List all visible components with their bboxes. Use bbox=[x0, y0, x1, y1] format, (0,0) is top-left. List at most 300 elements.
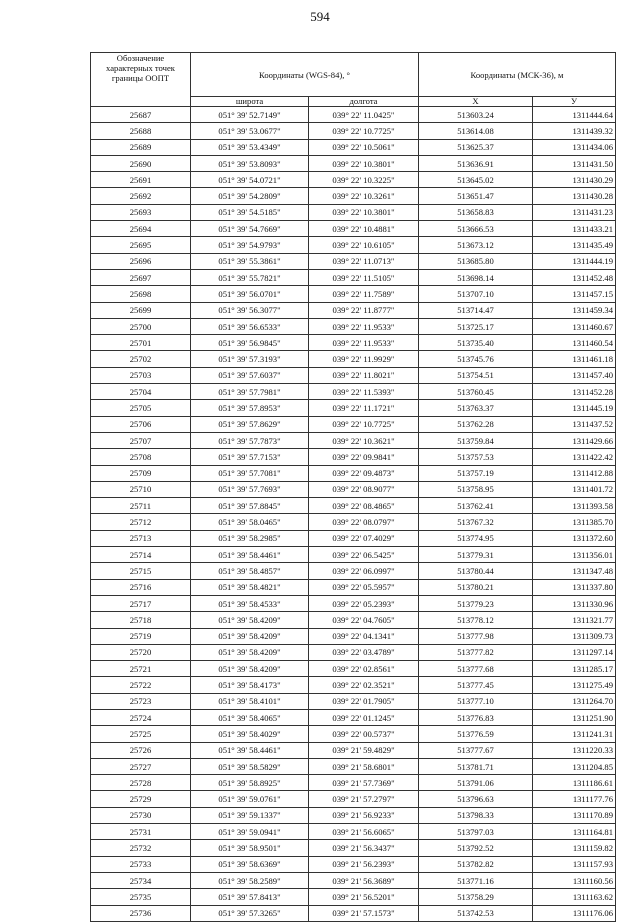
table-row bbox=[91, 416, 616, 432]
y-coordinate-cell: 1311452.48 bbox=[533, 269, 616, 285]
table-row bbox=[91, 302, 616, 318]
latitude-cell: 051° 39' 58.2589" bbox=[191, 872, 309, 888]
y-coordinate-cell: 1311393.58 bbox=[533, 498, 616, 514]
latitude-cell: 051° 39' 58.0465" bbox=[191, 514, 309, 530]
table-row bbox=[91, 384, 616, 400]
latitude-cell: 051° 39' 55.3861" bbox=[191, 253, 309, 269]
x-coordinate-cell: 513666.53 bbox=[419, 221, 533, 237]
latitude-cell: 051° 39' 58.4101" bbox=[191, 693, 309, 709]
longitude-cell: 039° 22' 05.5957" bbox=[309, 579, 419, 595]
point-id-cell: 25725 bbox=[91, 726, 191, 742]
longitude-cell: 039° 22' 10.3261" bbox=[309, 188, 419, 204]
x-coordinate-cell: 513767.32 bbox=[419, 514, 533, 530]
latitude-cell: 051° 39' 58.2985" bbox=[191, 530, 309, 546]
table-row bbox=[91, 889, 616, 905]
y-coordinate-cell: 1311429.66 bbox=[533, 432, 616, 448]
x-coordinate-cell: 513742.53 bbox=[419, 905, 533, 921]
table-row bbox=[91, 481, 616, 497]
point-id-cell: 25695 bbox=[91, 237, 191, 253]
latitude-cell: 051° 39' 57.6037" bbox=[191, 367, 309, 383]
x-coordinate-cell: 513762.28 bbox=[419, 416, 533, 432]
header-coords-msk36: Координаты (МСК-36), м bbox=[419, 53, 616, 97]
y-coordinate-cell: 1311164.81 bbox=[533, 824, 616, 840]
latitude-cell: 051° 39' 58.4209" bbox=[191, 644, 309, 660]
x-coordinate-cell: 513645.02 bbox=[419, 172, 533, 188]
longitude-cell: 039° 22' 06.0997" bbox=[309, 563, 419, 579]
longitude-cell: 039° 21' 57.2797" bbox=[309, 791, 419, 807]
point-id-cell: 25691 bbox=[91, 172, 191, 188]
point-id-cell: 25717 bbox=[91, 595, 191, 611]
latitude-cell: 051° 39' 57.7981" bbox=[191, 384, 309, 400]
table-row bbox=[91, 807, 616, 823]
longitude-cell: 039° 21' 56.3437" bbox=[309, 840, 419, 856]
y-coordinate-cell: 1311444.64 bbox=[533, 107, 616, 123]
longitude-cell: 039° 22' 10.3225" bbox=[309, 172, 419, 188]
table-row bbox=[91, 677, 616, 693]
longitude-cell: 039° 22' 09.9841" bbox=[309, 449, 419, 465]
y-coordinate-cell: 1311445.19 bbox=[533, 400, 616, 416]
x-coordinate-cell: 513771.16 bbox=[419, 872, 533, 888]
x-coordinate-cell: 513776.83 bbox=[419, 709, 533, 725]
longitude-cell: 039° 22' 10.3801" bbox=[309, 155, 419, 171]
y-coordinate-cell: 1311434.06 bbox=[533, 139, 616, 155]
latitude-cell: 051° 39' 57.8845" bbox=[191, 498, 309, 514]
x-coordinate-cell: 513673.12 bbox=[419, 237, 533, 253]
longitude-cell: 039° 22' 10.3801" bbox=[309, 204, 419, 220]
y-coordinate-cell: 1311330.96 bbox=[533, 595, 616, 611]
x-coordinate-cell: 513625.37 bbox=[419, 139, 533, 155]
header-point-designation: Обозначение характерных точек границы ООПТ bbox=[91, 53, 191, 107]
latitude-cell: 051° 39' 54.5185" bbox=[191, 204, 309, 220]
point-id-cell: 25722 bbox=[91, 677, 191, 693]
point-id-cell: 25727 bbox=[91, 758, 191, 774]
y-coordinate-cell: 1311401.72 bbox=[533, 481, 616, 497]
table-row bbox=[91, 579, 616, 595]
point-id-cell: 25703 bbox=[91, 367, 191, 383]
x-coordinate-cell: 513636.91 bbox=[419, 155, 533, 171]
x-coordinate-cell: 513777.98 bbox=[419, 628, 533, 644]
y-coordinate-cell: 1311285.17 bbox=[533, 661, 616, 677]
point-id-cell: 25690 bbox=[91, 155, 191, 171]
table-row bbox=[91, 318, 616, 334]
x-coordinate-cell: 513758.95 bbox=[419, 481, 533, 497]
longitude-cell: 039° 22' 05.2393" bbox=[309, 595, 419, 611]
table-row bbox=[91, 905, 616, 921]
table-row bbox=[91, 775, 616, 791]
table-row bbox=[91, 367, 616, 383]
point-id-cell: 25687 bbox=[91, 107, 191, 123]
latitude-cell: 051° 39' 59.1337" bbox=[191, 807, 309, 823]
point-id-cell: 25708 bbox=[91, 449, 191, 465]
point-id-cell: 25709 bbox=[91, 465, 191, 481]
latitude-cell: 051° 39' 58.4173" bbox=[191, 677, 309, 693]
longitude-cell: 039° 22' 10.7725" bbox=[309, 123, 419, 139]
y-coordinate-cell: 1311461.18 bbox=[533, 351, 616, 367]
point-id-cell: 25720 bbox=[91, 644, 191, 660]
x-coordinate-cell: 513780.21 bbox=[419, 579, 533, 595]
longitude-cell: 039° 22' 11.5105" bbox=[309, 269, 419, 285]
table-row bbox=[91, 824, 616, 840]
y-coordinate-cell: 1311412.88 bbox=[533, 465, 616, 481]
longitude-cell: 039° 22' 11.9929" bbox=[309, 351, 419, 367]
longitude-cell: 039° 21' 56.5201" bbox=[309, 889, 419, 905]
point-id-cell: 25696 bbox=[91, 253, 191, 269]
point-id-cell: 25724 bbox=[91, 709, 191, 725]
y-coordinate-cell: 1311186.61 bbox=[533, 775, 616, 791]
x-coordinate-cell: 513651.47 bbox=[419, 188, 533, 204]
table-row bbox=[91, 628, 616, 644]
longitude-cell: 039° 22' 11.7589" bbox=[309, 286, 419, 302]
table-row bbox=[91, 123, 616, 139]
latitude-cell: 051° 39' 56.6533" bbox=[191, 318, 309, 334]
y-coordinate-cell: 1311275.49 bbox=[533, 677, 616, 693]
latitude-cell: 051° 39' 58.4461" bbox=[191, 742, 309, 758]
point-id-cell: 25714 bbox=[91, 547, 191, 563]
table-row bbox=[91, 742, 616, 758]
x-coordinate-cell: 513779.31 bbox=[419, 547, 533, 563]
longitude-cell: 039° 21' 56.3689" bbox=[309, 872, 419, 888]
y-coordinate-cell: 1311430.28 bbox=[533, 188, 616, 204]
table-row bbox=[91, 856, 616, 872]
x-coordinate-cell: 513725.17 bbox=[419, 318, 533, 334]
latitude-cell: 051° 39' 53.8093" bbox=[191, 155, 309, 171]
longitude-cell: 039° 22' 11.0713" bbox=[309, 253, 419, 269]
table-row bbox=[91, 530, 616, 546]
y-coordinate-cell: 1311321.77 bbox=[533, 612, 616, 628]
latitude-cell: 051° 39' 58.4029" bbox=[191, 726, 309, 742]
y-coordinate-cell: 1311297.14 bbox=[533, 644, 616, 660]
y-coordinate-cell: 1311176.06 bbox=[533, 905, 616, 921]
table-row bbox=[91, 872, 616, 888]
x-coordinate-cell: 513791.06 bbox=[419, 775, 533, 791]
point-id-cell: 25692 bbox=[91, 188, 191, 204]
point-id-cell: 25701 bbox=[91, 335, 191, 351]
point-id-cell: 25729 bbox=[91, 791, 191, 807]
x-coordinate-cell: 513781.71 bbox=[419, 758, 533, 774]
longitude-cell: 039° 22' 11.5393" bbox=[309, 384, 419, 400]
table-row bbox=[91, 498, 616, 514]
point-id-cell: 25702 bbox=[91, 351, 191, 367]
y-coordinate-cell: 1311435.49 bbox=[533, 237, 616, 253]
point-id-cell: 25735 bbox=[91, 889, 191, 905]
longitude-cell: 039° 22' 04.1341" bbox=[309, 628, 419, 644]
latitude-cell: 051° 39' 57.7081" bbox=[191, 465, 309, 481]
point-id-cell: 25697 bbox=[91, 269, 191, 285]
x-coordinate-cell: 513792.52 bbox=[419, 840, 533, 856]
latitude-cell: 051° 39' 58.4461" bbox=[191, 547, 309, 563]
latitude-cell: 051° 39' 58.5829" bbox=[191, 758, 309, 774]
y-coordinate-cell: 1311347.48 bbox=[533, 563, 616, 579]
x-coordinate-cell: 513714.47 bbox=[419, 302, 533, 318]
y-coordinate-cell: 1311251.90 bbox=[533, 709, 616, 725]
table-row bbox=[91, 758, 616, 774]
table-row bbox=[91, 400, 616, 416]
y-coordinate-cell: 1311433.21 bbox=[533, 221, 616, 237]
y-coordinate-cell: 1311430.29 bbox=[533, 172, 616, 188]
longitude-cell: 039° 22' 10.7725" bbox=[309, 416, 419, 432]
point-id-cell: 25706 bbox=[91, 416, 191, 432]
y-coordinate-cell: 1311159.82 bbox=[533, 840, 616, 856]
x-coordinate-cell: 513614.08 bbox=[419, 123, 533, 139]
longitude-cell: 039° 21' 58.6801" bbox=[309, 758, 419, 774]
x-coordinate-cell: 513759.84 bbox=[419, 432, 533, 448]
y-coordinate-cell: 1311309.73 bbox=[533, 628, 616, 644]
point-id-cell: 25693 bbox=[91, 204, 191, 220]
longitude-cell: 039° 22' 11.8777" bbox=[309, 302, 419, 318]
table-row bbox=[91, 547, 616, 563]
y-coordinate-cell: 1311241.31 bbox=[533, 726, 616, 742]
point-id-cell: 25731 bbox=[91, 824, 191, 840]
table-row bbox=[91, 595, 616, 611]
table-row bbox=[91, 465, 616, 481]
point-id-cell: 25723 bbox=[91, 693, 191, 709]
x-coordinate-cell: 513685.80 bbox=[419, 253, 533, 269]
x-coordinate-cell: 513735.40 bbox=[419, 335, 533, 351]
latitude-cell: 051° 39' 56.3077" bbox=[191, 302, 309, 318]
table-row bbox=[91, 644, 616, 660]
latitude-cell: 051° 39' 58.8925" bbox=[191, 775, 309, 791]
table-row bbox=[91, 693, 616, 709]
longitude-cell: 039° 22' 01.7905" bbox=[309, 693, 419, 709]
latitude-cell: 051° 39' 58.4209" bbox=[191, 661, 309, 677]
longitude-cell: 039° 22' 08.0797" bbox=[309, 514, 419, 530]
x-coordinate-cell: 513762.41 bbox=[419, 498, 533, 514]
point-id-cell: 25712 bbox=[91, 514, 191, 530]
y-coordinate-cell: 1311459.34 bbox=[533, 302, 616, 318]
longitude-cell: 039° 22' 11.9533" bbox=[309, 318, 419, 334]
point-id-cell: 25716 bbox=[91, 579, 191, 595]
latitude-cell: 051° 39' 52.7149" bbox=[191, 107, 309, 123]
y-coordinate-cell: 1311431.50 bbox=[533, 155, 616, 171]
x-coordinate-cell: 513777.10 bbox=[419, 693, 533, 709]
header-longitude: долгота bbox=[309, 97, 419, 107]
x-coordinate-cell: 513777.67 bbox=[419, 742, 533, 758]
point-id-cell: 25698 bbox=[91, 286, 191, 302]
x-coordinate-cell: 513698.14 bbox=[419, 269, 533, 285]
latitude-cell: 051° 39' 59.0941" bbox=[191, 824, 309, 840]
x-coordinate-cell: 513798.33 bbox=[419, 807, 533, 823]
point-id-cell: 25719 bbox=[91, 628, 191, 644]
point-id-cell: 25713 bbox=[91, 530, 191, 546]
point-id-cell: 25710 bbox=[91, 481, 191, 497]
point-id-cell: 25734 bbox=[91, 872, 191, 888]
table-body bbox=[91, 107, 616, 922]
x-coordinate-cell: 513780.44 bbox=[419, 563, 533, 579]
longitude-cell: 039° 22' 11.8021" bbox=[309, 367, 419, 383]
latitude-cell: 051° 39' 58.4209" bbox=[191, 628, 309, 644]
table-row bbox=[91, 449, 616, 465]
y-coordinate-cell: 1311356.01 bbox=[533, 547, 616, 563]
point-id-cell: 25721 bbox=[91, 661, 191, 677]
point-id-cell: 25704 bbox=[91, 384, 191, 400]
point-id-cell: 25732 bbox=[91, 840, 191, 856]
x-coordinate-cell: 513797.03 bbox=[419, 824, 533, 840]
longitude-cell: 039° 21' 57.7369" bbox=[309, 775, 419, 791]
longitude-cell: 039° 21' 59.4829" bbox=[309, 742, 419, 758]
point-id-cell: 25688 bbox=[91, 123, 191, 139]
y-coordinate-cell: 1311437.52 bbox=[533, 416, 616, 432]
latitude-cell: 051° 39' 54.2809" bbox=[191, 188, 309, 204]
latitude-cell: 051° 39' 57.7873" bbox=[191, 432, 309, 448]
x-coordinate-cell: 513774.95 bbox=[419, 530, 533, 546]
latitude-cell: 051° 39' 58.9501" bbox=[191, 840, 309, 856]
point-id-cell: 25689 bbox=[91, 139, 191, 155]
y-coordinate-cell: 1311337.80 bbox=[533, 579, 616, 595]
table-row bbox=[91, 612, 616, 628]
latitude-cell: 051° 39' 57.8413" bbox=[191, 889, 309, 905]
x-coordinate-cell: 513779.23 bbox=[419, 595, 533, 611]
latitude-cell: 051° 39' 58.4533" bbox=[191, 595, 309, 611]
table-row bbox=[91, 253, 616, 269]
latitude-cell: 051° 39' 57.3265" bbox=[191, 905, 309, 921]
longitude-cell: 039° 22' 10.6105" bbox=[309, 237, 419, 253]
x-coordinate-cell: 513707.10 bbox=[419, 286, 533, 302]
x-coordinate-cell: 513658.83 bbox=[419, 204, 533, 220]
table-row bbox=[91, 661, 616, 677]
x-coordinate-cell: 513782.82 bbox=[419, 856, 533, 872]
longitude-cell: 039° 22' 11.0425" bbox=[309, 107, 419, 123]
x-coordinate-cell: 513777.68 bbox=[419, 661, 533, 677]
y-coordinate-cell: 1311220.33 bbox=[533, 742, 616, 758]
y-coordinate-cell: 1311163.62 bbox=[533, 889, 616, 905]
table-row bbox=[91, 188, 616, 204]
longitude-cell: 039° 22' 04.7605" bbox=[309, 612, 419, 628]
table-row bbox=[91, 204, 616, 220]
x-coordinate-cell: 513777.45 bbox=[419, 677, 533, 693]
longitude-cell: 039° 21' 56.6065" bbox=[309, 824, 419, 840]
x-coordinate-cell: 513763.37 bbox=[419, 400, 533, 416]
y-coordinate-cell: 1311460.67 bbox=[533, 318, 616, 334]
longitude-cell: 039° 22' 02.3521" bbox=[309, 677, 419, 693]
x-coordinate-cell: 513778.12 bbox=[419, 612, 533, 628]
y-coordinate-cell: 1311457.40 bbox=[533, 367, 616, 383]
x-coordinate-cell: 513796.63 bbox=[419, 791, 533, 807]
latitude-cell: 051° 39' 58.4065" bbox=[191, 709, 309, 725]
table-row bbox=[91, 107, 616, 123]
longitude-cell: 039° 22' 03.4789" bbox=[309, 644, 419, 660]
point-id-cell: 25707 bbox=[91, 432, 191, 448]
longitude-cell: 039° 21' 57.1573" bbox=[309, 905, 419, 921]
latitude-cell: 051° 39' 54.0721" bbox=[191, 172, 309, 188]
latitude-cell: 051° 39' 58.4821" bbox=[191, 579, 309, 595]
point-id-cell: 25736 bbox=[91, 905, 191, 921]
longitude-cell: 039° 22' 10.4881" bbox=[309, 221, 419, 237]
point-id-cell: 25715 bbox=[91, 563, 191, 579]
x-coordinate-cell: 513758.29 bbox=[419, 889, 533, 905]
latitude-cell: 051° 39' 57.3193" bbox=[191, 351, 309, 367]
longitude-cell: 039° 22' 08.9077" bbox=[309, 481, 419, 497]
y-coordinate-cell: 1311157.93 bbox=[533, 856, 616, 872]
x-coordinate-cell: 513776.59 bbox=[419, 726, 533, 742]
coordinates-table bbox=[90, 52, 616, 922]
table-row bbox=[91, 335, 616, 351]
x-coordinate-cell: 513603.24 bbox=[419, 107, 533, 123]
x-coordinate-cell: 513754.51 bbox=[419, 367, 533, 383]
y-coordinate-cell: 1311170.89 bbox=[533, 807, 616, 823]
longitude-cell: 039° 22' 10.5061" bbox=[309, 139, 419, 155]
y-coordinate-cell: 1311385.70 bbox=[533, 514, 616, 530]
table-row bbox=[91, 840, 616, 856]
latitude-cell: 051° 39' 56.0701" bbox=[191, 286, 309, 302]
y-coordinate-cell: 1311264.70 bbox=[533, 693, 616, 709]
point-id-cell: 25694 bbox=[91, 221, 191, 237]
x-coordinate-cell: 513760.45 bbox=[419, 384, 533, 400]
header-y: У bbox=[533, 97, 616, 107]
y-coordinate-cell: 1311204.85 bbox=[533, 758, 616, 774]
y-coordinate-cell: 1311444.19 bbox=[533, 253, 616, 269]
x-coordinate-cell: 513777.82 bbox=[419, 644, 533, 660]
latitude-cell: 051° 39' 58.6369" bbox=[191, 856, 309, 872]
y-coordinate-cell: 1311160.56 bbox=[533, 872, 616, 888]
latitude-cell: 051° 39' 58.4857" bbox=[191, 563, 309, 579]
x-coordinate-cell: 513757.53 bbox=[419, 449, 533, 465]
point-id-cell: 25711 bbox=[91, 498, 191, 514]
y-coordinate-cell: 1311460.54 bbox=[533, 335, 616, 351]
latitude-cell: 051° 39' 57.7693" bbox=[191, 481, 309, 497]
point-id-cell: 25699 bbox=[91, 302, 191, 318]
longitude-cell: 039° 22' 00.5737" bbox=[309, 726, 419, 742]
y-coordinate-cell: 1311431.23 bbox=[533, 204, 616, 220]
longitude-cell: 039° 21' 56.2393" bbox=[309, 856, 419, 872]
y-coordinate-cell: 1311457.15 bbox=[533, 286, 616, 302]
y-coordinate-cell: 1311439.32 bbox=[533, 123, 616, 139]
latitude-cell: 051° 39' 53.0677" bbox=[191, 123, 309, 139]
latitude-cell: 051° 39' 57.8953" bbox=[191, 400, 309, 416]
header-latitude: широта bbox=[191, 97, 309, 107]
y-coordinate-cell: 1311177.76 bbox=[533, 791, 616, 807]
table-row bbox=[91, 791, 616, 807]
y-coordinate-cell: 1311372.60 bbox=[533, 530, 616, 546]
latitude-cell: 051° 39' 57.8629" bbox=[191, 416, 309, 432]
longitude-cell: 039° 22' 08.4865" bbox=[309, 498, 419, 514]
latitude-cell: 051° 39' 58.4209" bbox=[191, 612, 309, 628]
y-coordinate-cell: 1311422.42 bbox=[533, 449, 616, 465]
point-id-cell: 25700 bbox=[91, 318, 191, 334]
longitude-cell: 039° 21' 56.9233" bbox=[309, 807, 419, 823]
point-id-cell: 25718 bbox=[91, 612, 191, 628]
latitude-cell: 051° 39' 55.7821" bbox=[191, 269, 309, 285]
table-row bbox=[91, 709, 616, 725]
point-id-cell: 25726 bbox=[91, 742, 191, 758]
longitude-cell: 039° 22' 10.3621" bbox=[309, 432, 419, 448]
latitude-cell: 051° 39' 56.9845" bbox=[191, 335, 309, 351]
longitude-cell: 039° 22' 09.4873" bbox=[309, 465, 419, 481]
longitude-cell: 039° 22' 02.8561" bbox=[309, 661, 419, 677]
longitude-cell: 039° 22' 06.5425" bbox=[309, 547, 419, 563]
table-row bbox=[91, 155, 616, 171]
x-coordinate-cell: 513745.76 bbox=[419, 351, 533, 367]
point-id-cell: 25730 bbox=[91, 807, 191, 823]
table-row bbox=[91, 432, 616, 448]
point-id-cell: 25705 bbox=[91, 400, 191, 416]
page-number: 594 bbox=[310, 9, 330, 24]
latitude-cell: 051° 39' 54.7669" bbox=[191, 221, 309, 237]
table-row bbox=[91, 221, 616, 237]
header-x: X bbox=[419, 97, 533, 107]
latitude-cell: 051° 39' 57.7153" bbox=[191, 449, 309, 465]
table-row bbox=[91, 726, 616, 742]
table-row bbox=[91, 351, 616, 367]
latitude-cell: 051° 39' 59.0761" bbox=[191, 791, 309, 807]
longitude-cell: 039° 22' 11.9533" bbox=[309, 335, 419, 351]
longitude-cell: 039° 22' 07.4029" bbox=[309, 530, 419, 546]
table-row bbox=[91, 139, 616, 155]
x-coordinate-cell: 513757.19 bbox=[419, 465, 533, 481]
table-row bbox=[91, 286, 616, 302]
table-row bbox=[91, 563, 616, 579]
latitude-cell: 051° 39' 54.9793" bbox=[191, 237, 309, 253]
table-row bbox=[91, 514, 616, 530]
